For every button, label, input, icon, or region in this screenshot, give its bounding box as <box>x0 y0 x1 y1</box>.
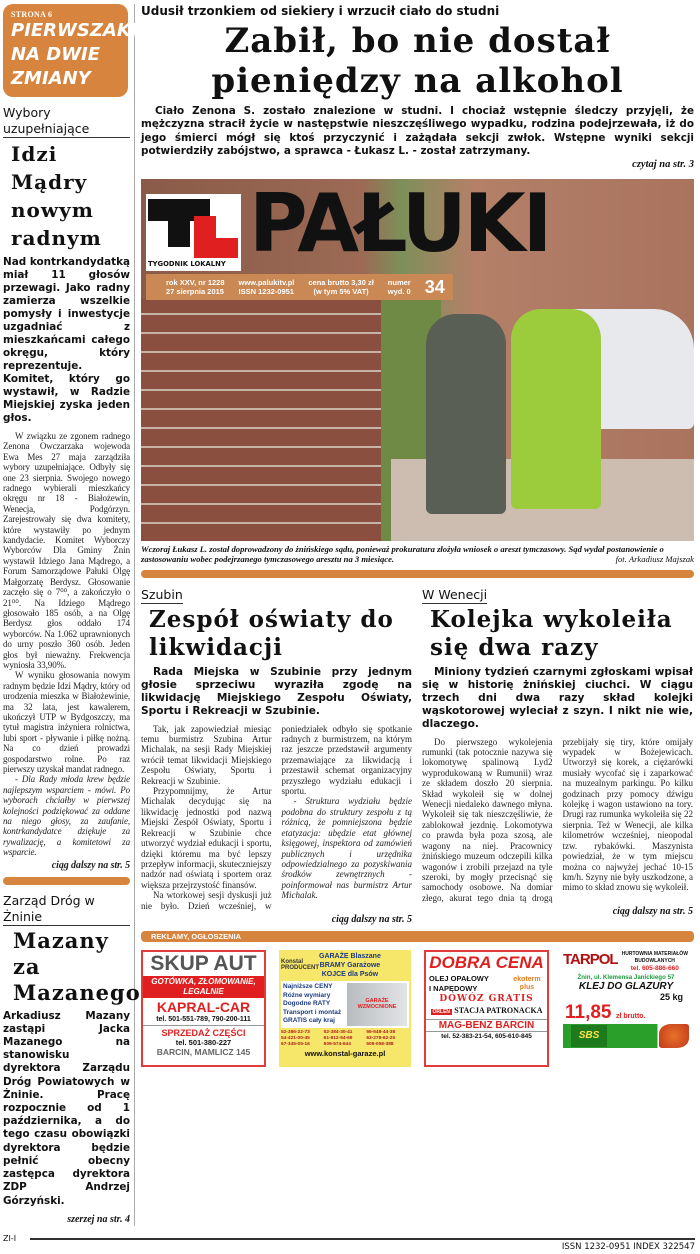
ad-line: GARAŻE Blaszane <box>319 952 381 960</box>
divider-bar <box>3 877 130 885</box>
cover-photo <box>141 179 694 541</box>
ad-line: Transport i montaż <box>283 1008 342 1016</box>
phone-number: 67-345-05-16 <box>281 1041 310 1047</box>
ad-parts: SPRZEDAŻ CZĘŚCI <box>161 1027 246 1038</box>
articles-row <box>141 584 694 926</box>
issue-number: 34 <box>424 276 445 297</box>
garage-image <box>347 983 407 1026</box>
paragraph: - Dla Rady młoda krew będzie najlepszym wsparciem - mówi. Po wyborach chciałby w pierwszej kolejności podziękować za oddane na niego głosy, za zaufanie, kontrkandydatce dziękuje za rywalizację, a komitetowi za wsparcie. <box>3 774 130 858</box>
promo-title: PIERWSZAKI NA DWIE ZMIANY <box>11 20 138 89</box>
ad-line: MAG-BENZ BARCIN <box>426 1019 547 1032</box>
headline-idzi[interactable]: Idzi Mądry nowym radnym <box>11 142 102 250</box>
phone-number: 52-386-22-73 <box>281 1029 310 1035</box>
paragraph: Tak, jak zapowiedział miesiąc temu burmistrz Szubina Artur Michalak, na sesji Rady Miejskiej wrócił temat likwidacji Miejskiego Zespołu Oświaty, Sportu i Rekreacji w Szubinie. <box>141 723 272 786</box>
phone-number: 509-058-388 <box>366 1041 394 1047</box>
headline-szubin[interactable]: Zespół oświaty do likwidacji <box>149 605 394 661</box>
caption-text: Wczoraj Łukasz L. został doprowadzony do żnińskiego sądu, ponieważ prokuratura złożyła wniosek o areszt tymczasowy. Sąd wydał postanowienie o zastosowaniu wobec podejrzanego tymczasowego aresztu na 3 miesiące. <box>141 543 664 565</box>
ad-dobra-cena[interactable] <box>424 950 549 1067</box>
ad-line: HURTOWNIA MATERIAŁÓW BUDOWLANYCH <box>621 950 688 964</box>
continued-link[interactable]: szerzej na str. 4 <box>67 1213 130 1225</box>
lead-szubin: Rada Miejska w Szubinie przy jednym głosie sprzeciwu wyraziła zgodę na likwidację Miejskiego Zespołu Oświaty, Sportu i Rekreacji w Szubinie. <box>141 665 412 717</box>
ad-tarpol[interactable] <box>562 950 690 1067</box>
ad-line: Dogodne RATY <box>283 1000 331 1008</box>
masthead-title: PAŁUKI <box>249 178 550 270</box>
ad-address: Żnin, ul. Klemensa Janickiego 57 <box>577 973 675 981</box>
phone-number: 63-278-62-25 <box>366 1035 396 1041</box>
flower-image <box>659 1024 689 1048</box>
body-wenecja <box>422 737 693 904</box>
ad-line: BRAMY Garażowe <box>319 961 381 969</box>
footer-rule <box>30 1238 695 1240</box>
ad-phones <box>281 1030 409 1048</box>
photo-credit: fot. Arkadiusz Majszak <box>615 554 694 565</box>
ad-badge: GARAŻE WZMOCNIONE <box>357 998 397 1011</box>
ad-title: SKUP AUT <box>150 951 257 975</box>
body-idzi <box>3 431 130 872</box>
ad-url[interactable]: www.konstal-garaze.pl <box>304 1048 386 1058</box>
promo-box[interactable] <box>3 4 138 97</box>
ad-phone: tel. 501-551-789, 790-200-111 <box>143 1016 264 1026</box>
kicker-wybory: Wybory uzupełniające <box>3 105 130 138</box>
issn: ISSN 1232-0951 <box>238 286 294 296</box>
orlen-logo: ORLEN <box>432 1008 451 1015</box>
article-wenecja <box>422 584 693 926</box>
tarpol-logo: TARPOL <box>563 950 618 968</box>
ad-line: DOWÓZ GRATIS <box>439 993 534 1004</box>
phone-number: 509-574-644 <box>323 1041 351 1047</box>
issn-index: ISSN 1232-0951 INDEX 322547 <box>561 1241 695 1252</box>
paragraph: W wyniku głosowania nowym radnym będzie Idzi Mądry, który od urodzenia mieszka w Białożewinie, ma 32 lata, jest kawalerem, ukończył UTP w Bydgoszczy, ma tytuł magistra inżyniera rolnictwa, lubi sport - pływanie i piłkę nożną. Na co dzień prowadzi gospodarstwo rolne. Po raz pierwszy uzyskał mandat radnego. <box>3 670 130 774</box>
ekoterm-logo: ekoterm plus <box>513 975 541 991</box>
lead-wenecja: Miniony tydzień czarnymi zgłoskami wpisał się w historię żnińskiej ciuchci. W ciągu trzech dni dwa razy skład kolejki wąskotorowej wyleciał z szyn. I nikt nie wie, dlaczego. <box>422 665 693 730</box>
ad-weight: 25 kg <box>659 991 683 1002</box>
ad-line: STACJA PATRONACKA <box>454 1005 543 1015</box>
promo-page: STRONA 6 <box>11 10 53 19</box>
masthead-subtitle: TYGODNIK LOKALNY <box>148 259 226 268</box>
kicker-zarzad: Zarząd Dróg w Żninie <box>3 893 130 926</box>
ad-phone: tel. 605-886-660 <box>630 964 679 972</box>
person-suspect <box>426 314 506 514</box>
konstal-logo: Konstal PRODUCENT <box>281 959 320 972</box>
ad-phone: tel. 52-383-21-54, 605-610-845 <box>441 1032 532 1040</box>
headline-main[interactable]: Zabił, bo nie dostał pieniędzy na alkohol <box>211 21 624 101</box>
person-officer <box>511 309 601 509</box>
ad-line: KOJCE dla Psów <box>321 970 379 978</box>
price: cena brutto 3,30 zł <box>308 277 374 287</box>
ads-row <box>141 950 694 1067</box>
continued-link[interactable]: ciąg dalszy na str. 5 <box>612 906 693 918</box>
paragraph: Na wtorkowej sesji dyskusji już nie było. Dzień wcześniej, w poniedziałek odbyło się spotkanie radnych z burmistrzem, na którym raz jeszcze przedstawił argumenty przemawiające za likwidacją i przestawił schemat organizacyjny przyszłego wydziału edukacji i sportu. <box>141 723 412 911</box>
edition: wyd. 0 <box>387 286 411 296</box>
paragraph: W związku ze zgonem radnego Zenona Owczarzaka wojewoda Ewa Mes 27 maja zarządziła wybory uzupełniające. Odbyły się one 23 sierpnia. Swojego nowego radnego wybierali mieszkańcy okręgu nr 18 - Białożewin, Wenecja, Podgórzyn. Zarejestrowały się dwa komitety, które wystawiły po jednym kandydacie. Komitet Wyborczy Wyborców Dla Gminy Żnin wystawił Idziego Jana Mądrego, a Forum Samorządowe Pałuki Olgę Małgorzatę Berdysz. Głosowanie zaczęło się o 7⁰⁰, a zakończyło o 21⁰⁰. Na Idziego Mądrego głosowało 185 osób, a na Olgę Berdysz głos oddało 174 wyborców. Na 1.062 uprawnionych do urny poszło 360 osób. Jeden głos był nieważny. Frekwencja wyniosła 33,90%. <box>3 431 130 670</box>
body-szubin <box>141 724 412 911</box>
paragraph: - Struktura wydziału będzie podobna do struktury zespołu z tą różnicą, że pomniejszona będzie etatyzacja: ubędzie etat głównej księgowej, inspektora od zamówień publicznych i urzędnika odpowiedzialnego za pozyskiwania środków zewnętrznych - poinformował nas burmistrz Artur Michalak. <box>281 796 412 901</box>
paragraph: Do pierwszego wykolejenia rumunki (tak potocznie nazywa się lokomotywę spalinową Lyd2 wyprodukowaną w Rumunii) wraz ze składem doszło 20 sierpnia. Skład wykoleił się w dolnej Wenecji niedaleko dawnego młyna. Wykoleił się tak nieszczęśliwie, że zablokował jezdnię. Lokomotywa co prawda była poza szosą, ale wagony na niej. Pracownicy żnińskiego muzeum odczepili kilka wagonów i zrobili przejazd na tyle szeroki, by mogły przecisnąć się samochody osobowe. Na domiar złego, akurat tego dnia tą drogą przebijały się tiry, które omijały wypadek w Bożejewicach. Utworzył się korek, a ciężarówki musiały wycofać się i zaparkować na muzealnym parkingu. Po kilku godzinach przy pomocy dźwigu kolejkę i wagon ustawiono na tory. Drugi raz rumunka wykoleiła się 22 sierpnia. Też w Wenecji, ale kilka kilometrów wcześniej, nieopodal tzw. rybakówki. Maszynista powiedział, że w tym miejscu można co najwyżej jechać 10-15 km/h. Szyny nie były uszkodzone, a mimo to skład znowu się wykoleił. <box>422 736 693 903</box>
kicker-wenecja: W Wenecji <box>422 586 488 602</box>
ad-title: DOBRA CENA <box>429 952 544 972</box>
ad-price: 11,85 <box>565 1001 612 1023</box>
number-label: numer <box>387 277 411 287</box>
lead-main: Ciało Zenona S. zostało znalezione w studni. I chociaż wstępnie śledczy przyjęli, że mężczyzna stracił życie w następstwie nieszczęśliwego wypadku, rodzina podejrzewała, iż do jego śmierci mógł się ktoś przyczynić i zażądała sekcji zwłok. Wstępne wyniki sekcji potwierdziły zabójstwo, a sprawca - Łukasz L. - został zatrzymany. <box>141 105 694 158</box>
paragraph: Przypomnijmy, że Artur Michalak decydując się na likwidację jednostki pod nazwą Miejski Zespół Oświaty, Sportu i Rekreacji w Szubinie chce utworzyć wydział edukacji i sportu, dzięki któremu ma być lepszy przepływ informacji, skuteczniejszy nadzór nad oświatą i sportem oraz większa przejrzystość finansów. <box>141 786 272 890</box>
page-code: ZI-I <box>3 1233 17 1243</box>
kicker-main: Udusił trzonkiem od siekiery i wrzucił ciało do studni <box>141 4 500 18</box>
ad-line: OLEJ OPAŁOWY <box>429 973 489 983</box>
sbs-logo: SBS <box>571 1025 607 1047</box>
masthead-infobar <box>146 274 453 300</box>
page-footer <box>0 1230 700 1254</box>
masthead-logo <box>146 194 241 271</box>
phone-number: 56-648-44-38 <box>366 1029 396 1035</box>
article-szubin <box>141 584 412 926</box>
ad-line: I NAPĘDOWY <box>429 983 478 993</box>
kicker-szubin: Szubin <box>141 586 183 602</box>
brick-wall <box>141 299 381 541</box>
phone-number: 61-812-54-69 <box>323 1035 353 1041</box>
ad-skup-aut[interactable] <box>141 950 266 1067</box>
ad-address: BARCIN, MAMLICZ 145 <box>156 1046 251 1057</box>
lead-mazany: Arkadiusz Mazany zastąpi Jacka Mazanego na stanowisku dyrektora Zarządu Dróg Powiatowych w Żninie. Pracę rozpocznie od 1 października, a do tego czasu obowiązki dyrektora będzie pełnić obecny zastępca dyrektora ZDP Andrzej Górzyński. <box>3 1009 130 1207</box>
phone-number: 54-421-00-45 <box>281 1035 310 1041</box>
left-column <box>3 4 141 1226</box>
ad-band: GOTÓWKA, ZŁOMOWANIE, LEGALNIE <box>143 976 264 998</box>
ads-bar <box>141 931 694 942</box>
ad-line: GRATIS cały kraj <box>283 1017 335 1025</box>
issue-date: 27 sierpnia 2015 <box>166 286 224 296</box>
ad-line: Najniższe CENY <box>283 982 333 990</box>
ad-product: KLEJ DO GLAZURY <box>578 980 674 992</box>
photo-caption <box>141 544 694 565</box>
website[interactable]: www.palukitv.pl <box>238 277 295 287</box>
ad-konstal[interactable] <box>279 950 411 1067</box>
continued-link[interactable]: ciąg dalszy na str. 5 <box>331 913 412 925</box>
headline-mazany[interactable]: Mazany za Mazanego <box>13 927 141 1005</box>
continued-link[interactable]: ciąg dalszy na str. 5 <box>51 859 130 871</box>
ad-line: Różne wymiary <box>283 991 331 999</box>
vat: (w tym 5% VAT) <box>313 286 369 296</box>
lead-idzi: Nad kontrkandydatką miał 11 głosów przewagi. Jako radny zamierza wszelkie pomysły i inwestycje uzgadniać z mieszkańcami całego okręgu, który reprezentuje. Komitet, który go wystawił, w Radzie Miejskiej zyska jeden głos. <box>3 256 130 424</box>
continued-link[interactable]: czytaj na str. 3 <box>632 158 694 170</box>
ads-label: REKLAMY, OGŁOSZENIA <box>151 931 242 941</box>
ad-unit: zł brutto. <box>615 1012 646 1020</box>
main-column <box>141 4 694 1226</box>
phone-number: 52-384-30-41 <box>323 1029 353 1035</box>
divider-bar <box>141 570 694 578</box>
ad-phone: tel. 501-380-227 <box>175 1037 232 1047</box>
ad-brand: KAPRAL-CAR <box>156 998 251 1015</box>
headline-wenecja[interactable]: Kolejka wykoleiła się dwa razy <box>430 605 673 661</box>
issue-year: rok XXV, nr 1228 <box>166 277 225 287</box>
